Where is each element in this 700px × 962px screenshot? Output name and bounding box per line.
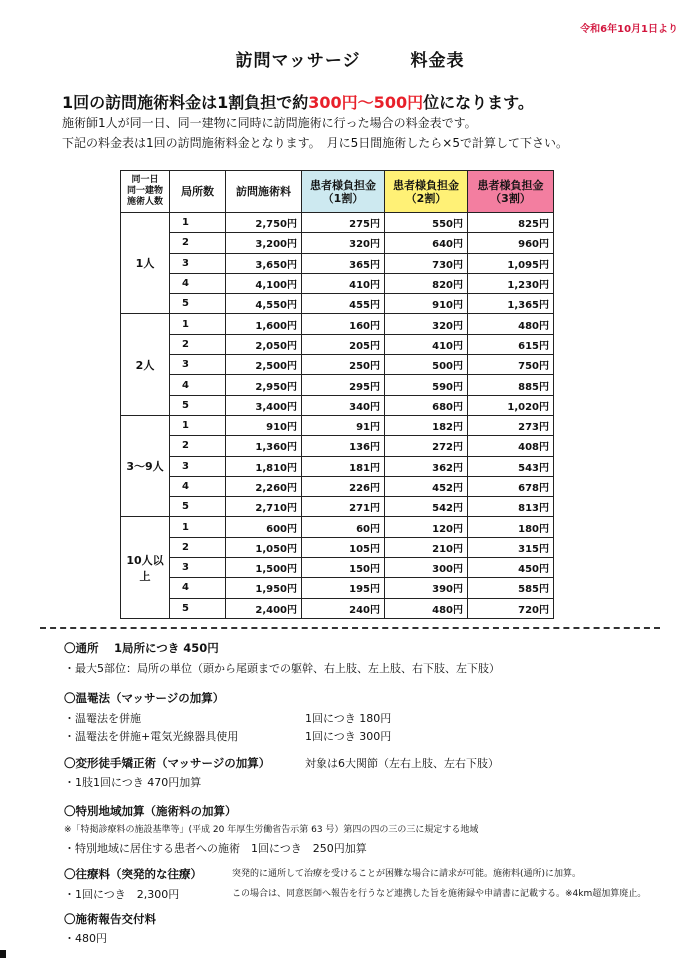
fee-cell: 1,500円: [226, 558, 302, 578]
pay-10-cell: 271円: [302, 497, 385, 517]
count-cell: 2: [170, 233, 226, 253]
fee-cell: 1,050円: [226, 537, 302, 557]
table-row: [121, 395, 554, 415]
hokoku-title: 〇施術報告交付料: [64, 912, 156, 926]
pay-10-cell: 275円: [302, 213, 385, 233]
count-cell: 3: [170, 253, 226, 273]
pay-30-cell: 750円: [468, 355, 554, 375]
table-row: [121, 497, 554, 517]
group-label: 1人: [121, 213, 170, 314]
henkei-title: 〇変形徒手矯正術（マッサージの加算）: [64, 756, 271, 770]
pay-10-cell: 181円: [302, 456, 385, 476]
pay-30-cell: 720円: [468, 598, 554, 618]
pay-30-cell: 1,020円: [468, 395, 554, 415]
count-cell: 3: [170, 558, 226, 578]
pay-30-cell: 315円: [468, 537, 554, 557]
pay-30-cell: 180円: [468, 517, 554, 537]
pay-30-cell: 585円: [468, 578, 554, 598]
pay-10-cell: 195円: [302, 578, 385, 598]
header-pay-30: 患者様負担金 （3割）: [468, 171, 554, 213]
table-row: [121, 598, 554, 618]
pay-20-cell: 272円: [385, 436, 468, 456]
edge-mark: [0, 950, 6, 958]
pay-20-cell: 320円: [385, 314, 468, 334]
henkei-target: 対象は6大関節（左右上肢、左右下肢）: [305, 757, 499, 770]
fee-cell: 3,400円: [226, 395, 302, 415]
pay-10-cell: 455円: [302, 294, 385, 314]
count-cell: 4: [170, 578, 226, 598]
pay-10-cell: 250円: [302, 355, 385, 375]
fee-cell: 4,550円: [226, 294, 302, 314]
fee-cell: 2,400円: [226, 598, 302, 618]
count-cell: 2: [170, 334, 226, 354]
pay-10-cell: 365円: [302, 253, 385, 273]
count-cell: 4: [170, 375, 226, 395]
ouryo-note-1: 突発的に通所して治療を受けることが困難な場合に請求が可能。施術料(通所)に加算。: [232, 869, 582, 879]
effective-date: 令和6年10月1日より: [580, 24, 678, 35]
header-pay-20: 患者様負担金 （2割）: [385, 171, 468, 213]
table-row: [121, 558, 554, 578]
pay-20-cell: 820円: [385, 273, 468, 293]
table-row: [121, 537, 554, 557]
count-cell: 5: [170, 294, 226, 314]
henkei-detail: ・1肢1回につき 470円加算: [64, 776, 202, 789]
fee-cell: 600円: [226, 517, 302, 537]
fee-cell: 2,500円: [226, 355, 302, 375]
pay-10-cell: 105円: [302, 537, 385, 557]
page-title: [0, 46, 700, 71]
pay-10-cell: 226円: [302, 476, 385, 496]
group-label: 10人以上: [121, 517, 170, 618]
pay-30-cell: 678円: [468, 476, 554, 496]
table-row: [121, 517, 554, 537]
fee-cell: 2,750円: [226, 213, 302, 233]
pay-20-cell: 542円: [385, 497, 468, 517]
pay-10-cell: 295円: [302, 375, 385, 395]
headline-prefix: 1回の訪問施術料金は1割負担で約: [62, 93, 309, 112]
fee-table: [120, 170, 554, 619]
table-row: [121, 415, 554, 435]
count-cell: 3: [170, 456, 226, 476]
table-row: [121, 476, 554, 496]
table-row: [121, 294, 554, 314]
count-cell: 2: [170, 436, 226, 456]
count-cell: 1: [170, 213, 226, 233]
pay-30-cell: 1,365円: [468, 294, 554, 314]
pay-10-cell: 136円: [302, 436, 385, 456]
table-row: [121, 578, 554, 598]
count-cell: 1: [170, 314, 226, 334]
fee-cell: 910円: [226, 415, 302, 435]
count-cell: 1: [170, 415, 226, 435]
pay-10-cell: 410円: [302, 273, 385, 293]
ouryo-detail: ・1回につき 2,300円: [64, 888, 180, 901]
tsusho-detail: ・最大5部位：局所の単位（頭から尾頭までの躯幹、右上肢、左上肢、右下肢、左下肢）: [64, 662, 500, 675]
pay-30-cell: 825円: [468, 213, 554, 233]
header-pay-10: 患者様負担金 （1割）: [302, 171, 385, 213]
pay-20-cell: 910円: [385, 294, 468, 314]
header-fee: 訪問施術料: [226, 171, 302, 213]
pay-20-cell: 410円: [385, 334, 468, 354]
count-cell: 2: [170, 537, 226, 557]
table-header-row: [121, 171, 554, 213]
fee-cell: 2,710円: [226, 497, 302, 517]
pay-20-cell: 680円: [385, 395, 468, 415]
table-row: [121, 253, 554, 273]
tokubetsu-ref: ※「特掲診療料の施設基準等」(平成 20 年厚生労働省告示第 63 号）第四の四の三の三に規定する地域: [64, 825, 479, 835]
table-row: [121, 233, 554, 253]
pay-10-cell: 340円: [302, 395, 385, 415]
pay-20-cell: 730円: [385, 253, 468, 273]
fee-cell: 1,360円: [226, 436, 302, 456]
table-row: [121, 375, 554, 395]
pay-30-cell: 813円: [468, 497, 554, 517]
pay-20-cell: 590円: [385, 375, 468, 395]
table-row: [121, 213, 554, 233]
pay-20-cell: 500円: [385, 355, 468, 375]
table-row: [121, 355, 554, 375]
intro-line-1: 施術師1人が同一日、同一建物に同時に訪問施術に行った場合の料金表です。: [62, 116, 477, 130]
fee-cell: 3,650円: [226, 253, 302, 273]
ouryo-title: 〇往療料（突発的な往療）: [64, 867, 202, 881]
onan-row2-left: ・温罨法を併施+電気光線器具使用: [64, 730, 239, 743]
pay-20-cell: 300円: [385, 558, 468, 578]
intro-line-2: 下記の料金表は1回の訪問施術料金となります。 月に5日間施術したら×5で計算して下さい。: [62, 136, 569, 150]
pay-10-cell: 160円: [302, 314, 385, 334]
fee-cell: 2,950円: [226, 375, 302, 395]
fee-cell: 2,260円: [226, 476, 302, 496]
title-main: 訪問マッサージ: [235, 51, 361, 71]
group-label: 3～9人: [121, 415, 170, 516]
pay-30-cell: 1,230円: [468, 273, 554, 293]
pay-10-cell: 91円: [302, 415, 385, 435]
divider: [40, 627, 660, 629]
table-row: [121, 314, 554, 334]
table-row: [121, 436, 554, 456]
count-cell: 5: [170, 598, 226, 618]
tokubetsu-detail: ・特別地域に居住する患者への施術 1回につき 250円加算: [64, 842, 367, 855]
fee-cell: 3,200円: [226, 233, 302, 253]
title-sub: 料金表: [410, 51, 465, 71]
pay-10-cell: 205円: [302, 334, 385, 354]
headline: [62, 90, 534, 113]
pay-30-cell: 885円: [468, 375, 554, 395]
hokoku-detail: ・480円: [64, 932, 107, 945]
pay-10-cell: 60円: [302, 517, 385, 537]
fee-cell: 2,050円: [226, 334, 302, 354]
table-row: [121, 456, 554, 476]
onan-row1-right: 1回につき 180円: [305, 712, 392, 725]
pay-30-cell: 273円: [468, 415, 554, 435]
pay-30-cell: 1,095円: [468, 253, 554, 273]
table-row: [121, 334, 554, 354]
table-row: [121, 273, 554, 293]
ouryo-note-2: この場合は、同意医師へ報告を行うなど連携した旨を施術録や申請書に記載する。※4km超加算廃止。: [232, 889, 647, 899]
pay-20-cell: 550円: [385, 213, 468, 233]
pay-20-cell: 390円: [385, 578, 468, 598]
onan-row1-left: ・温罨法を併施: [64, 712, 141, 725]
pay-10-cell: 150円: [302, 558, 385, 578]
header-count: 局所数: [170, 171, 226, 213]
pay-30-cell: 543円: [468, 456, 554, 476]
onan-row2-right: 1回につき 300円: [305, 730, 392, 743]
count-cell: 5: [170, 395, 226, 415]
pay-20-cell: 120円: [385, 517, 468, 537]
fee-cell: 1,810円: [226, 456, 302, 476]
pay-30-cell: 615円: [468, 334, 554, 354]
count-cell: 3: [170, 355, 226, 375]
pay-20-cell: 362円: [385, 456, 468, 476]
count-cell: 4: [170, 273, 226, 293]
pay-20-cell: 640円: [385, 233, 468, 253]
fee-cell: 4,100円: [226, 273, 302, 293]
header-people: 同一日 同一建物 施術人数: [121, 171, 170, 213]
headline-suffix: 位になります。: [423, 93, 534, 112]
pay-30-cell: 450円: [468, 558, 554, 578]
pay-10-cell: 320円: [302, 233, 385, 253]
count-cell: 4: [170, 476, 226, 496]
pay-30-cell: 960円: [468, 233, 554, 253]
count-cell: 5: [170, 497, 226, 517]
pay-30-cell: 408円: [468, 436, 554, 456]
pay-20-cell: 210円: [385, 537, 468, 557]
pay-10-cell: 240円: [302, 598, 385, 618]
onan-title: 〇温罨法（マッサージの加算）: [64, 691, 225, 705]
pay-20-cell: 452円: [385, 476, 468, 496]
group-label: 2人: [121, 314, 170, 415]
headline-highlight: 300円～500円: [308, 93, 424, 112]
tokubetsu-title: 〇特別地域加算（施術料の加算）: [64, 804, 237, 818]
table-body: [121, 213, 554, 619]
fee-cell: 1,950円: [226, 578, 302, 598]
tsusho-title: 〇通所 1局所につき 450円: [64, 641, 219, 655]
count-cell: 1: [170, 517, 226, 537]
fee-cell: 1,600円: [226, 314, 302, 334]
pay-30-cell: 480円: [468, 314, 554, 334]
pay-20-cell: 480円: [385, 598, 468, 618]
pay-20-cell: 182円: [385, 415, 468, 435]
